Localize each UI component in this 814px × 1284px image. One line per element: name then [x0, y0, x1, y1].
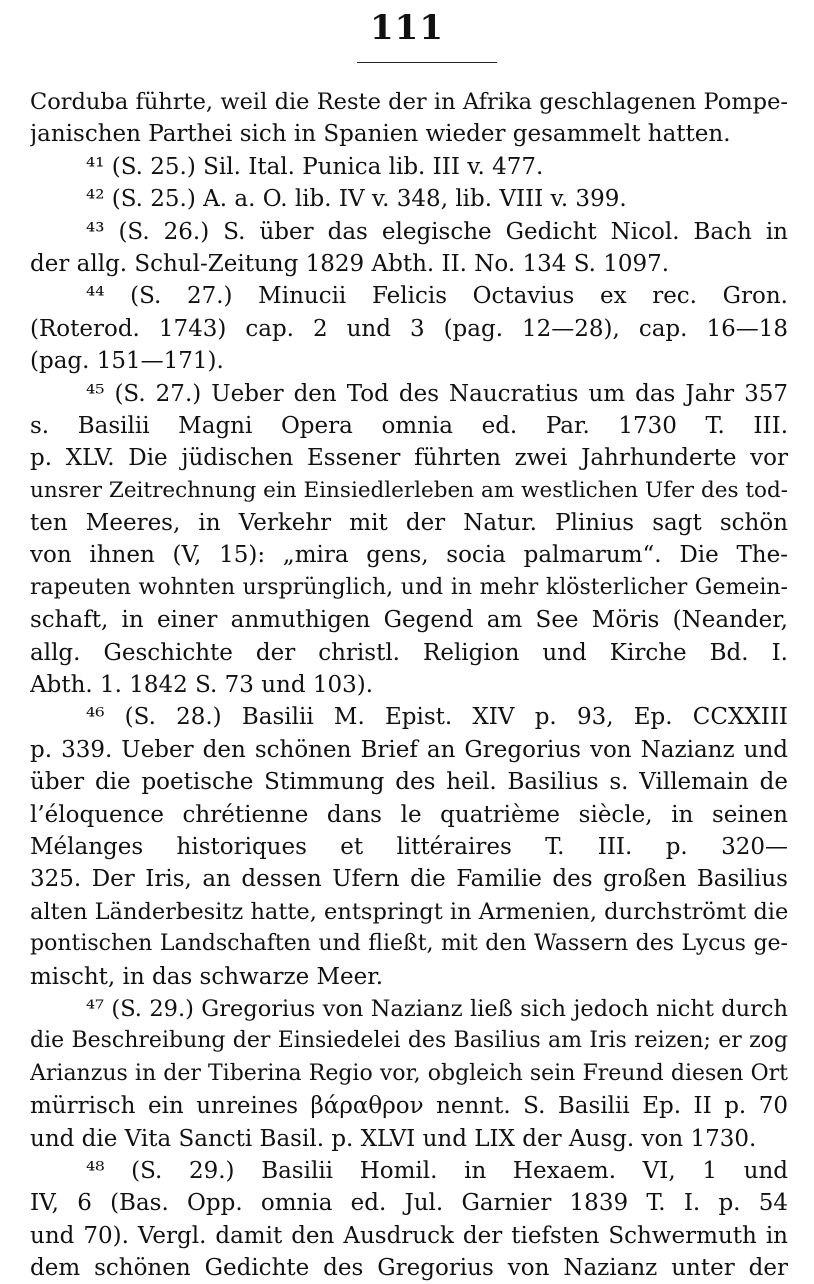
footnote-43: ⁴³ (S. 26.) S. über das elegische Gedicht Nicol. Bach in — [86, 218, 788, 245]
text-line: p. 339. Ueber den schönen Brief an Gregorius von Nazianz und — [30, 736, 788, 763]
text-line: Abth. 1. 1842 S. 73 und 103). — [30, 672, 374, 699]
text-line: mischt, in das schwarze Meer. — [30, 963, 384, 990]
text-line: und 70). Vergl. damit den Ausdruck der tiefsten Schwermuth in — [30, 1222, 788, 1249]
text-line: mürrisch ein unreines βάραθρον nennt. S. Basilii Ep. II p. 70 — [30, 1093, 788, 1120]
text-line: über die poetische Stimmung des heil. Basilius s. Villemain de — [30, 769, 788, 796]
text-line: die Beschreibung der Einsiedelei des Basilius am Iris reizen; er zog — [30, 1028, 788, 1054]
text-line: (Roterod. 1743) cap. 2 und 3 (pag. 12—28), cap. 16—18 — [30, 315, 788, 342]
text-line: p. XLV. Die jüdischen Essener führten zwei Jahrhunderte vor — [30, 445, 788, 472]
text-line: der allg. Schul-Zeitung 1829 Abth. II. No. 134 S. 1097. — [30, 250, 670, 277]
text-line: s. Basilii Magni Opera omnia ed. Par. 1730 T. III. — [30, 412, 788, 439]
footnote-42: ⁴² (S. 25.) A. a. O. lib. IV v. 348, lib. VIII v. 399. — [86, 186, 627, 213]
text-line: und die Vita Sancti Basil. p. XLVI und LIX der Ausg. von 1730. — [30, 1125, 757, 1152]
text-line: Mélanges historiques et littéraires T. III. p. 320— — [30, 833, 788, 860]
text-line: dem schönen Gedichte des Gregorius von Nazianz unter der — [30, 1255, 788, 1282]
text-line: rapeuten wohnten ursprünglich, und in mehr klösterlicher Gemein- — [30, 574, 788, 600]
text-line: l’éloquence chrétienne dans le quatrième siècle, in seinen — [30, 801, 788, 828]
text-line: pontischen Landschaften und fließt, mit den Wassern des Lycus ge- — [30, 931, 788, 957]
text-line: unsrer Zeitrechnung ein Einsiedlerleben am westlichen Ufer des tod- — [30, 477, 788, 503]
text-line: IV, 6 (Bas. Opp. omnia ed. Jul. Garnier 1839 T. I. p. 54 — [30, 1190, 788, 1217]
footnote-44: ⁴⁴ (S. 27.) Minucii Felicis Octavius ex rec. Gron. — [86, 283, 788, 310]
page-number: 111 — [370, 8, 444, 48]
footnote-46: ⁴⁶ (S. 28.) Basilii M. Epist. XIV p. 93, Ep. CCXXIII — [86, 704, 788, 731]
footnote-41: ⁴¹ (S. 25.) Sil. Ital. Punica lib. III v. 477. — [86, 153, 544, 180]
text-line: (pag. 151—171). — [30, 348, 224, 375]
text-line: 325. Der Iris, an dessen Ufern die Familie des großen Basilius — [30, 866, 788, 893]
footnote-45: ⁴⁵ (S. 27.) Ueber den Tod des Naucratius um das Jahr 357 — [86, 380, 788, 407]
text-line: janischen Parthei sich in Spanien wieder gesammelt hatten. — [30, 121, 731, 148]
text-line: von ihnen (V, 15): „mira gens, socia palmarum“. Die The- — [30, 542, 788, 569]
text-line: schaft, in einer anmuthigen Gegend am See Möris (Neander, — [30, 607, 788, 634]
text-line: Corduba führte, weil die Reste der in Afrika geschlagenen Pompe- — [30, 89, 788, 115]
text-line: ten Meeres, in Verkehr mit der Natur. Plinius sagt schön — [30, 510, 788, 537]
footnotes-text — [30, 86, 788, 1284]
footnote-47: ⁴⁷ (S. 29.) Gregorius von Nazianz ließ sich jedoch nicht durch — [86, 995, 788, 1022]
text-line: allg. Geschichte der christl. Religion und Kirche Bd. I. — [30, 639, 788, 666]
header-rule — [357, 62, 497, 63]
text-line: alten Länderbesitz hatte, entspringt in Armenien, durchströmt die — [30, 898, 788, 925]
footnote-48: ⁴⁸ (S. 29.) Basilii Homil. in Hexaem. VI, 1 und — [86, 1157, 788, 1184]
text-line: Arianzus in der Tiberina Regio vor, obgleich sein Freund diesen Ort — [30, 1060, 788, 1086]
